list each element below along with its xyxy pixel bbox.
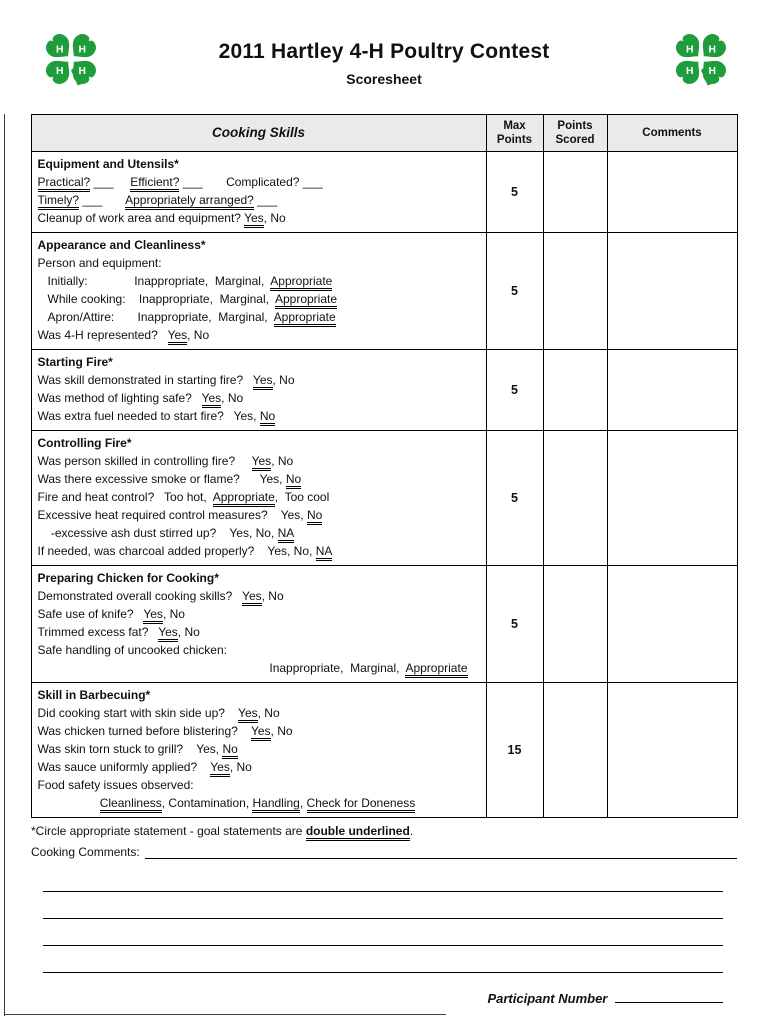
criteria-line (38, 740, 478, 758)
section-title: Appearance and Cleanliness* (37, 238, 206, 252)
section-title: Controlling Fire* (37, 436, 132, 450)
goal-statement: Appropriately arranged? (125, 193, 254, 210)
criteria-line (38, 623, 478, 641)
criteria-text: , Contamination, (161, 796, 253, 810)
points-scored-cell (543, 350, 607, 431)
goal-statement: Appropriate (405, 661, 467, 678)
max-points-value: 5 (486, 350, 543, 431)
skills-cell (31, 431, 486, 566)
criteria-text: Safe handling of uncooked chicken: (37, 643, 227, 657)
scan-artifact-bottom-line (4, 1014, 446, 1015)
cooking-comments-blank-line (145, 845, 737, 859)
max-points-value: 5 (486, 431, 543, 566)
criteria-line (38, 722, 478, 740)
goal-statement: Yes (168, 328, 188, 345)
criteria-text: Was person skilled in controlling fire? (37, 454, 252, 468)
writing-lines (31, 865, 737, 973)
criteria-text: , No (229, 760, 252, 774)
criteria-line (38, 641, 478, 659)
criteria-text: Was skill demonstrated in starting fire? (37, 373, 253, 387)
max-points-value: 5 (486, 152, 543, 233)
criteria-text: Was 4-H represented? (37, 328, 168, 342)
goal-statement: Check for Doneness (307, 796, 416, 813)
criteria-line (38, 506, 478, 524)
goal-statement: Appropriate (275, 292, 337, 309)
criteria-line (38, 272, 478, 290)
goal-statement: No (222, 742, 237, 759)
points-scored-cell (543, 683, 607, 818)
criteria-line (38, 407, 478, 425)
criteria-text: ___ (90, 175, 131, 189)
points-scored-cell (543, 152, 607, 233)
criteria-text: If needed, was charcoal added properly? Yes, No, (37, 544, 316, 558)
goal-statement: Yes (252, 454, 272, 471)
criteria-line (38, 452, 478, 470)
goal-statement: Yes (158, 625, 178, 642)
participant-number-label: Participant Number (487, 991, 608, 1006)
goal-statement: Yes (244, 211, 264, 228)
participant-number-row (31, 990, 737, 1006)
table-row (31, 152, 737, 233)
goal-statement: No (286, 472, 301, 489)
footnote-period: . (409, 824, 414, 838)
writing-line (43, 946, 723, 973)
criteria-text: Food safety issues observed: (37, 778, 194, 792)
criteria-text: , No (272, 373, 295, 387)
criteria-line (38, 704, 478, 722)
criteria-text: , (299, 796, 307, 810)
criteria-line (38, 587, 478, 605)
points-scored-cell (543, 566, 607, 683)
goal-statement: Efficient? (130, 175, 179, 192)
max-points-value: 5 (486, 233, 543, 350)
comments-cell (607, 152, 737, 233)
goal-statement: Yes (253, 373, 273, 390)
cooking-comments-row (31, 845, 737, 859)
criteria-text: , No (187, 328, 210, 342)
points-scored-cell (543, 233, 607, 350)
header-max-points: Max Points (486, 115, 543, 152)
criteria-line (38, 308, 478, 326)
criteria-text: Was method of lighting safe? (37, 391, 202, 405)
criteria-line (38, 794, 478, 812)
scoresheet-table (31, 114, 738, 818)
goal-statement: Yes (251, 724, 271, 741)
scan-artifact-left-line (4, 114, 5, 1016)
skills-cell (31, 152, 486, 233)
goal-statement: Appropriate (213, 490, 275, 507)
criteria-line (38, 191, 478, 209)
writing-line (43, 865, 723, 892)
scoresheet-body (31, 152, 737, 818)
criteria-text: Was chicken turned before blistering? (37, 724, 251, 738)
criteria-text: Person and equipment: (37, 256, 162, 270)
criteria-text: , Too cool (274, 490, 330, 504)
criteria-text: Excessive heat required control measures? Yes, (37, 508, 307, 522)
table-row (31, 683, 737, 818)
comments-cell (607, 566, 737, 683)
comments-cell (607, 431, 737, 566)
goal-statement: Cleanliness (100, 796, 162, 813)
skills-cell (31, 683, 486, 818)
footnote-text: *Circle appropriate statement - goal statements are (31, 824, 306, 838)
criteria-text: Was extra fuel needed to start fire? Yes, (37, 409, 260, 423)
cooking-comments-label: Cooking Comments: (31, 845, 140, 859)
criteria-text: Apron/Attire: Inappropriate, Marginal, (37, 310, 274, 324)
header-points-scored: Points Scored (543, 115, 607, 152)
criteria-text: , No (257, 706, 280, 720)
criteria-line (38, 776, 478, 794)
header-cooking-skills: Cooking Skills (31, 115, 486, 152)
page-subtitle: Scoresheet (346, 71, 422, 87)
max-points-value: 5 (486, 566, 543, 683)
goal-statement: Yes (210, 760, 230, 777)
goal-statement: Yes (143, 607, 163, 624)
criteria-text: Was sauce uniformly applied? (37, 760, 211, 774)
writing-line (43, 919, 723, 946)
criteria-text: ___ (79, 193, 126, 207)
criteria-text: ___ (253, 193, 278, 207)
goal-statement: NA (316, 544, 333, 561)
masthead (0, 0, 768, 108)
table-row (31, 350, 737, 431)
criteria-text: Initially: Inappropriate, Marginal, (37, 274, 271, 288)
criteria-text: , No (271, 454, 294, 468)
criteria-text: Fire and heat control? Too hot, (37, 490, 213, 504)
criteria-line (38, 524, 478, 542)
criteria-text: , No (261, 589, 284, 603)
table-row (31, 233, 737, 350)
criteria-text: -excessive ash dust stirred up? Yes, No, (37, 526, 278, 540)
page-title: 2011 Hartley 4-H Poultry Contest (218, 40, 550, 63)
section-title: Skill in Barbecuing* (37, 688, 151, 702)
criteria-line (38, 542, 478, 560)
goal-statement: Appropriate (274, 310, 336, 327)
footer (31, 823, 737, 1006)
criteria-text: ___ Complicated? ___ (179, 175, 323, 189)
criteria-line (38, 389, 478, 407)
skills-cell (31, 350, 486, 431)
4h-clover-logo-right (670, 28, 732, 90)
title-block (0, 0, 768, 87)
criteria-text: , No (221, 391, 244, 405)
criteria-text: While cooking: Inappropriate, Marginal, (37, 292, 275, 306)
goal-statement: Handling (252, 796, 299, 813)
criteria-text: Was there excessive smoke or flame? Yes, (37, 472, 286, 486)
footnote-emphasis: double underlined (306, 824, 410, 841)
criteria-line (38, 254, 478, 272)
criteria-text: , No (177, 625, 200, 639)
goal-statement: Appropriate (270, 274, 332, 291)
criteria-line (38, 659, 478, 677)
table-row (31, 431, 737, 566)
4h-clover-logo-left (40, 28, 102, 90)
max-points-value: 15 (486, 683, 543, 818)
goal-statement: NA (278, 526, 295, 543)
table-row (31, 566, 737, 683)
table-header-row (31, 115, 737, 152)
criteria-line (38, 488, 478, 506)
criteria-text: Cleanup of work area and equipment? (37, 211, 245, 225)
goal-statement: Yes (202, 391, 222, 408)
criteria-line (38, 605, 478, 623)
criteria-text: Inappropriate, Marginal, (269, 661, 406, 675)
criteria-text: Did cooking start with skin side up? (37, 706, 239, 720)
section-title: Starting Fire* (37, 355, 113, 369)
criteria-line (38, 209, 478, 227)
goal-statement: Practical? (38, 175, 91, 192)
criteria-text: Was skin torn stuck to grill? Yes, (37, 742, 223, 756)
criteria-line (38, 371, 478, 389)
points-scored-cell (543, 431, 607, 566)
goal-statement: Yes (238, 706, 258, 723)
goal-statement: Timely? (38, 193, 80, 210)
criteria-text: , No (270, 724, 293, 738)
criteria-text: , No (263, 211, 286, 225)
criteria-text: , No (162, 607, 185, 621)
criteria-line (38, 290, 478, 308)
participant-number-blank (615, 990, 723, 1003)
comments-cell (607, 683, 737, 818)
criteria-text: Safe use of knife? (37, 607, 144, 621)
goal-statement: Yes (242, 589, 262, 606)
criteria-line (38, 173, 478, 191)
comments-cell (607, 350, 737, 431)
criteria-text: Trimmed excess fat? (37, 625, 159, 639)
skills-cell (31, 233, 486, 350)
criteria-text: Demonstrated overall cooking skills? (37, 589, 243, 603)
goal-statement: No (260, 409, 275, 426)
section-title: Preparing Chicken for Cooking* (37, 571, 219, 585)
criteria-line (38, 326, 478, 344)
skills-cell (31, 566, 486, 683)
section-title: Equipment and Utensils* (37, 157, 179, 171)
goal-statement: No (307, 508, 322, 525)
comments-cell (607, 233, 737, 350)
footnote (31, 823, 737, 840)
criteria-line (38, 470, 478, 488)
writing-line (43, 892, 723, 919)
criteria-line (38, 758, 478, 776)
header-comments: Comments (607, 115, 737, 152)
